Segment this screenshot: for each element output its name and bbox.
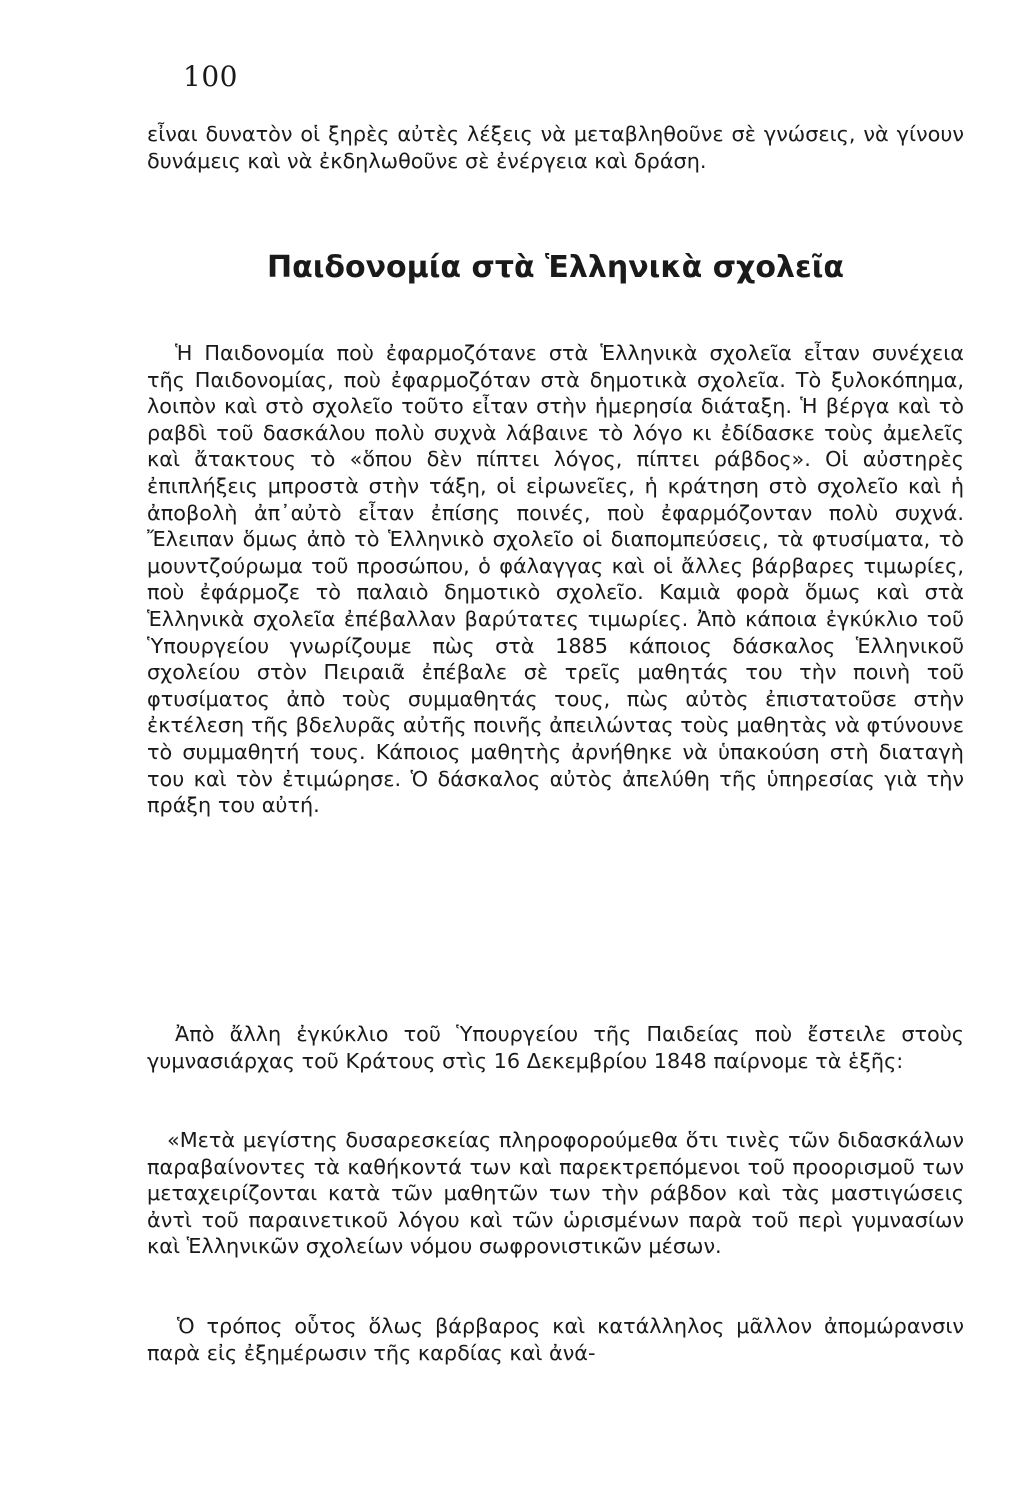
page-number: 100 bbox=[183, 60, 238, 93]
quoted-paragraph-2: Ὁ τρόπος οὗτος ὅλως βάρβαρος καὶ κατάλληλος μᾶλλον ἀπομώρανσιν παρὰ εἰς ἐξημέρωσιν τῆς καρδίας καὶ ἀνά- bbox=[147, 1314, 964, 1365]
body-paragraph-2: Ἀπὸ ἄλλη ἐγκύκλιο τοῦ Ὑπουργείου τῆς Παιδείας ποὺ ἔστειλε στοὺς γυμνασιάρχας τοῦ Κράτους στὶς 16 Δεκεμβρίου 1848 παίρνομε τὰ ἑξῆς: bbox=[147, 1022, 964, 1073]
section-title: Παιδονομία στὰ Ἑλληνικὰ σχολεῖα bbox=[266, 250, 845, 285]
continuation-paragraph: εἶναι δυνατὸν οἱ ξηρὲς αὐτὲς λέξεις νὰ μεταβληθοῦνε σὲ γνώσεις, νὰ γίνουν δυνάμεις καὶ νὰ ἐκδηλωθοῦνε σὲ ἐνέργεια καὶ δράση. bbox=[147, 122, 964, 173]
body-paragraph-1: Ἡ Παιδονομία ποὺ ἐφαρμοζότανε στὰ Ἑλληνικὰ σχολεῖα εἶταν συνέχεια τῆς Παιδονομίας, ποὺ ἐφαρμοζόταν στὰ δημοτικὰ σχολεῖα. Τὸ ξυλοκόπημα, λοιπὸν καὶ στὸ σχολεῖο τοῦτο εἶταν στὴν ἡμερησία διάταξη. Ἡ βέργα καὶ τὸ ραβδὶ τοῦ δασκάλου πολὺ συχνὰ λάβαινε τὸ λόγο κι ἐδίδασκε τοὺς ἀμελεῖς καὶ ἄτακτους τὸ «ὅπου δὲν πίπτει λόγος, πίπτει ράβδος». Οἱ αὐστηρὲς ἐπιπλήξεις μπροστὰ στὴν τάξη, οἱ εἰρωνεῖες, ἡ κράτηση στὸ σχολεῖο καὶ ἡ ἀποβολὴ ἀπ᾿αὐτὸ εἶταν ἐπίσης ποινές, ποὺ ἐφαρμόζονταν πολὺ συχνά. Ἔλειπαν ὅμως ἀπὸ τὸ Ἑλληνικὸ σχολεῖο οἱ διαπομπεύσεις, τὰ φτυσίματα, τὸ μουντζούρωμα τοῦ προσώπου, ὁ φάλαγγας καὶ οἱ ἄλλες βάρβαρες τιμωρίες, ποὺ ἐφάρμοζε τὸ παλαιὸ δημοτικὸ σχολεῖο. Καμιὰ φορὰ ὅμως καὶ στὰ Ἑλληνικὰ σχολεῖα ἐπέβαλλαν βαρύτατες τιμωρίες. Ἀπὸ κάποια ἐγκύκλιο τοῦ Ὑπουργείου γνωρίζουμε πὼς στὰ 1885 κάποιος δάσκαλος Ἑλληνικοῦ σχολείου στὸν Πειραιᾶ ἐπέβαλε σὲ τρεῖς μαθητάς του τὴν ποινὴ τοῦ φτυσίματος ἀπὸ τοὺς συμμαθητάς τους, πὼς αὐτὸς ἐπιστατοῦσε στὴν ἐκτέλεση τῆς βδελυρᾶς αὐτῆς ποινῆς ἀπειλώντας τοὺς μαθητὰς νὰ φτύνουνε τὸ συμμαθητή τους. Κάποιος μαθητὴς ἀρνήθηκε νὰ ὑπακούση στὴ διαταγὴ του καὶ τὸν ἐτιμώρησε. Ὁ δάσκαλος αὐτὸς ἀπελύθη τῆς ὑπηρεσίας γιὰ τὴν πράξη του αὐτή. bbox=[147, 341, 964, 818]
quoted-paragraph-1: «Μετὰ μεγίστης δυσαρεσκείας πληροφορούμεθα ὅτι τινὲς τῶν διδασκάλων παραβαίνοντες τὰ καθήκοντά των καὶ παρεκτρεπόμενοι τοῦ προορισμοῦ των μεταχειρίζονται κατὰ τῶν μαθητῶν των τὴν ράβδον καὶ τὰς μαστιγώσεις ἀντὶ τοῦ παραινετικοῦ λόγου καὶ τῶν ὡρισμένων παρὰ τοῦ περὶ γυμνασίων καὶ Ἑλληνικῶν σχολείων νόμου σωφρονιστικῶν μέσων. bbox=[147, 1128, 964, 1259]
